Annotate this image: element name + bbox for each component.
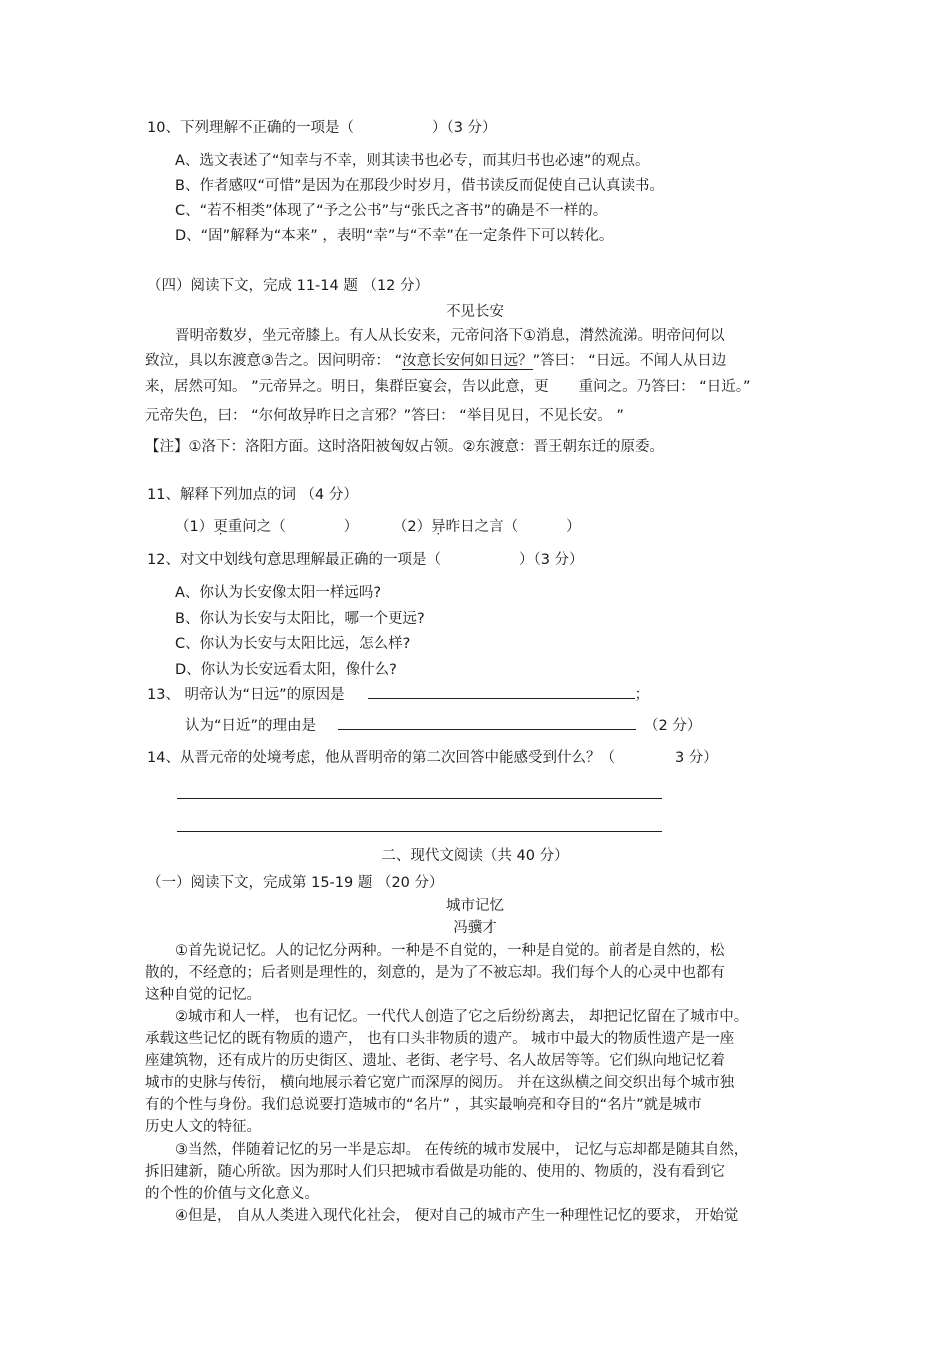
q10-option-b: B、作者感叹“可惜”是因为在那段少时岁月，借书读反而促使自己认真读书。 xyxy=(175,178,664,194)
article-line: 有的个性与身份。我们总说要打造城市的“名片” ，其实最响亮和夺目的“名片”就是城市 xyxy=(145,1097,702,1113)
part2-header: 二、现代文阅读（共 40 分） xyxy=(381,848,569,864)
answer-line[interactable] xyxy=(177,798,662,799)
q14-stem: 14、从晋元帝的处境考虑，他从晋明帝的第二次回答中能感受到什么？（ 3 分） xyxy=(147,750,718,766)
article-line: 座建筑物，还有成片的历史街区、遗址、老街、老字号、名人故居等等。它们纵向地记忆着 xyxy=(145,1053,725,1069)
passage-line: 来，居然可知。 ”元帝异之。明日，集群臣宴会，告以此意，更 重问之。乃答曰： “日近。” xyxy=(145,379,751,395)
q13-line1: 13、 明帝认为“日远”的原因是 ； xyxy=(147,684,649,705)
article-line: ④但是， 自从人类进入现代化社会， 便对自己的城市产生一种理性记忆的要求， 开始觉 xyxy=(175,1208,739,1224)
article-line: 承载这些记忆的既有物质的遗产， 也有口头非物质的遗产。 城市中最大的物质性遗产是一座 xyxy=(145,1031,735,1047)
q13-line2: 认为“日近”的理由是 （2 分） xyxy=(185,715,701,736)
answer-blank[interactable] xyxy=(338,715,636,730)
q11-items: （1）更重问之（ ） （2）异昨日之言（ ） xyxy=(175,519,581,535)
article-line: 城市的史脉与传衍， 横向地展示着它宽广而深厚的阅历。 并在这纵横之间交织出每个城市独 xyxy=(145,1075,735,1091)
passage-title: 不见长安 xyxy=(446,304,504,320)
answer-line[interactable] xyxy=(177,831,662,832)
q10-option-a: A、选文表述了“知幸与不幸，则其读书也必专，而其归书也必速”的观点。 xyxy=(175,153,650,169)
answer-blank[interactable] xyxy=(368,684,635,699)
passage-line: 致泣，具以东渡意③告之。因问明帝： “汝意长安何如日远？”答曰： “日远。不闻人从日边 xyxy=(145,353,727,369)
q12-option-c: C、你认为长安与太阳比远，怎么样? xyxy=(175,636,411,652)
article-line: 的个性的价值与文化意义。 xyxy=(145,1186,319,1202)
q10-option-c: C、“若不相类”体现了“予之公书”与“张氏之吝书”的确是不一样的。 xyxy=(175,203,608,219)
q12-option-a: A、你认为长安像太阳一样远吗? xyxy=(175,585,382,601)
part2-subheader: （一）阅读下文，完成第 15-19 题 （20 分） xyxy=(147,875,444,891)
underlined-sentence: 汝意长安何如日远？ xyxy=(402,353,533,369)
article-line: ①首先说记忆。人的记忆分两种。一种是不自觉的，一种是自觉的。前者是自然的，松 xyxy=(175,943,725,959)
passage-line: 晋明帝数岁，坐元帝膝上。有人从长安来，元帝问洛下①消息，潸然流涕。明帝问何以 xyxy=(175,328,725,344)
q12-stem: 12、对文中划线句意思理解最正确的一项是（ ）（3 分） xyxy=(147,552,584,568)
passage-note: 【注】①洛下：洛阳方面。这时洛阳被匈奴占领。②东渡意：晋王朝东迁的原委。 xyxy=(145,439,664,455)
dotted-char: 异 xyxy=(302,408,317,424)
q10-option-d: D、“固”解释为“本来” ，表明“幸”与“不幸”在一定条件下可以转化。 xyxy=(175,228,614,244)
article-line: ③当然，伴随着记忆的另一半是忘却。 在传统的城市发展中， 记忆与忘却都是随其自然， xyxy=(175,1142,749,1158)
passage-line: 元帝失色，曰： “尔何故异昨日之言邪？”答曰： “举目见日，不见长安。 ” xyxy=(145,408,624,424)
q12-option-b: B、你认为长安与太阳比，哪一个更远? xyxy=(175,611,425,627)
article-line: 历史人文的特征。 xyxy=(145,1119,261,1135)
article-line: 拆旧建新，随心所欲。因为那时人们只把城市看做是功能的、使用的、物质的，没有看到它 xyxy=(145,1164,725,1180)
q12-option-d: D、你认为长安远看太阳，像什么? xyxy=(175,662,397,678)
q11-stem: 11、解释下列加点的词 （4 分） xyxy=(147,487,358,503)
article-line: 散的，不经意的；后者则是理性的，刻意的，是为了不被忘却。我们每个人的心灵中也都有 xyxy=(145,965,725,981)
article-author: 冯骥才 xyxy=(453,920,497,936)
q10-stem: 10、下列理解不正确的一项是（ ）（3 分） xyxy=(147,120,497,136)
article-line: ②城市和人一样， 也有记忆。一代代人创造了它之后纷纷离去， 却把记忆留在了城市中。 xyxy=(175,1009,749,1025)
section4-header: （四）阅读下文，完成 11-14 题 （12 分） xyxy=(147,278,430,294)
article-line: 这种自觉的记忆。 xyxy=(145,987,261,1003)
article-title: 城市记忆 xyxy=(446,898,504,914)
